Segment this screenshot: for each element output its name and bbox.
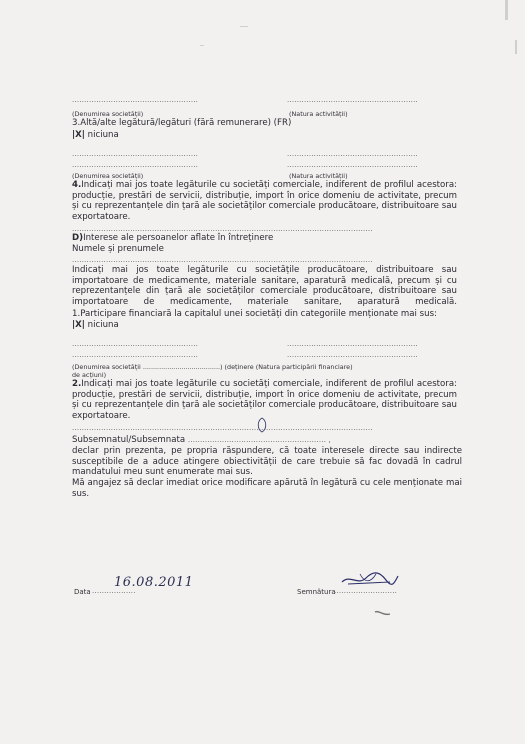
section-d-subheading: Numele și prenumele xyxy=(72,244,164,254)
section-d2-dots: ............................................................................................................................ xyxy=(72,424,373,432)
activity-dots-3b: ...................................................... xyxy=(287,351,418,359)
activity-dots-1: ...................................................... xyxy=(287,96,418,104)
signature-dots: .......................... xyxy=(334,587,398,595)
section-4-number: 4. xyxy=(72,180,82,190)
checkbox-marked: |X| xyxy=(72,320,85,330)
date-handwritten: 16.08.2011 xyxy=(114,575,194,590)
signature-drawing xyxy=(340,568,400,592)
declaration-text: declar prin prezenta, pe propria răspundere, că toate interesele directe sau indirecte susceptibile de a aduce atingere obiectivității de care trebuie să fac dovadă în cadrul mandatului meu sunt enumerate mai sus. xyxy=(72,446,462,478)
company-name-dots-1: .................................................... xyxy=(72,96,199,104)
section-d-checkbox xyxy=(72,320,119,331)
scribble-mark-date xyxy=(255,417,269,433)
activity-label-2: (Natura activității) xyxy=(289,172,348,180)
shares-label: de acțiuni) xyxy=(72,371,107,379)
section-d2-number: 2. xyxy=(72,379,82,389)
declaration-commitment: Mă angajez să declar imediat orice modificare apărută în legătură cu cele menționate mai sus. xyxy=(72,478,462,499)
company-name-dots-3b: .................................................... xyxy=(72,351,199,359)
company-name-dots-2: .................................................... xyxy=(72,150,199,158)
company-name-label-1: (Denumirea societății) xyxy=(72,110,144,118)
signatory-dots: ......................................................... , xyxy=(187,436,331,444)
section-d-name-dots: ............................................................................................................................ xyxy=(72,256,373,264)
section-4-text: Indicați mai jos toate legăturile cu societăți comerciale, indiferent de profilul acestora: producție, prestări de servicii, distribuție, import în orice domeniu de activitate, precum și cu reprezentanțele din țară ale societăților comerciale producătoare, distribuitoare sau exportatoare. xyxy=(72,180,457,222)
company-name-dots-2b: .................................................... xyxy=(72,161,199,169)
date-dots: .................. xyxy=(92,587,136,595)
scan-mark xyxy=(200,45,204,46)
holding-label: (deținere (Natura participării financiare) xyxy=(224,363,353,371)
signature-label: Semnătura xyxy=(297,588,336,596)
company-name-dots-3: .................................................... xyxy=(72,340,199,348)
scan-mark xyxy=(505,0,508,20)
date-label: Data xyxy=(74,588,91,596)
scan-mark xyxy=(515,40,517,54)
section-d-letter: D) xyxy=(72,233,84,243)
section-d-heading xyxy=(72,233,273,244)
activity-label-1: (Natura activității) xyxy=(289,110,348,118)
activity-dots-2b: ...................................................... xyxy=(287,161,418,169)
company-name-label-3: (Denumirea societății xyxy=(72,363,141,371)
checkbox-label: niciuna xyxy=(87,130,119,140)
declaration-signatory-line xyxy=(72,435,331,446)
scribble-mark xyxy=(374,608,392,618)
section-3-heading: 3.Altă/alte legătură/legături (fără remunerare) (FR) xyxy=(72,118,292,128)
company-name-label-2: (Denumirea societății) xyxy=(72,172,144,180)
section-d-title: Interese ale persoanelor aflate în întreținere xyxy=(83,233,274,243)
section-d-item-1: 1.Participare financiară la capitalul unei societăți din categoriile menționate mai sus: xyxy=(72,309,437,319)
row-3-labels xyxy=(72,363,353,371)
activity-dots-3: ...................................................... xyxy=(287,340,418,348)
row-3-mid-dots: ......................................) xyxy=(142,363,223,371)
section-4-dots: ............................................................................................................................ xyxy=(72,225,373,233)
checkbox-marked: |X| xyxy=(72,130,85,140)
section-d-intro: Indicați mai jos toate legăturile cu societățile producătoare, distribuitoare sau importatoare de medicamente, materiale sanitare, aparatură medicală, precum și cu reprezentanțele din țară ale societăților comerciale producătoare, distribuitoare sau importatoare de medicamente, materiale sanitare, aparatură medicală. xyxy=(72,265,457,307)
section-d2-text: Indicați mai jos toate legăturile cu societăți comerciale, indiferent de profilul acestora: producție, prestări de servicii, distribuție, import în orice domeniu de activitate, precum și cu reprezentanțele din țară ale societăților comerciale producătoare, distribuitoare sau exportatoare. xyxy=(72,379,457,421)
checkbox-label: niciuna xyxy=(87,320,119,330)
signatory-label: Subsemnatul/Subsemnata xyxy=(72,435,186,445)
scan-mark xyxy=(240,26,248,27)
activity-dots-2: ...................................................... xyxy=(287,150,418,158)
section-3-checkbox xyxy=(72,130,119,141)
